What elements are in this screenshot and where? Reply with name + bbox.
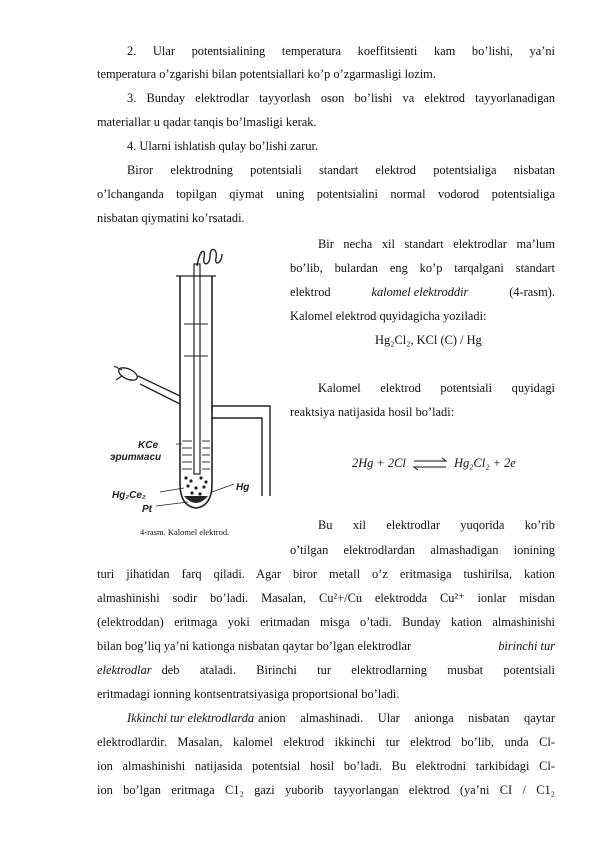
italic-term: elektrodlar [97, 663, 152, 677]
text-fragment: deb ataladi. Birinchi tur elektrodlarning musbat potentsiali [161, 663, 555, 677]
calomel-electrode-figure [100, 236, 278, 536]
label-hg2cl2: Hg₂Ce₂ [112, 490, 146, 501]
figure-caption: 4-rasm. Kalomel elektrod. [140, 527, 230, 537]
label-kcl: KCe [138, 440, 159, 451]
text-line: Biror elektrodning potentsiali standart elektrod potentsialiga nisbatan [127, 163, 555, 177]
text-line: eritmadagi ionning kontsentratsiyasiga proportsional bo’ladi. [97, 687, 400, 701]
text-line: Kalomel elektrod potentsiali quyidagi [318, 381, 555, 395]
formula: Hg₂Cl₂, KCl (C) / Hg [375, 333, 482, 347]
wire-coil [197, 249, 222, 266]
equation-left: 2Hg + 2Cl [352, 456, 406, 470]
text-line: Bir necha xil standart elektrodlar ma’lum [318, 237, 555, 251]
text-line: turi jihatidan farq qiladi. Agar biror metall o’z eritmasiga tushirilsa, kation [97, 567, 555, 581]
text-line: ion almashinishi natijasida potentsial hosil bo’ladi. Bu elektrodni tarkibidagi Cl- [97, 759, 555, 773]
text-line: Kalomel elektrod quyidagicha yoziladi: [290, 309, 487, 323]
text-line: bo’lib, bulardan eng ko’p tarqalgani standart [290, 261, 555, 275]
text-fragment: (4-rasm). [509, 285, 555, 299]
text-line: 4. Ularni ishlatish qulay bo’lishi zarur. [127, 139, 318, 153]
text-fragment: elektrod [290, 285, 331, 299]
text-line: o’lchanganda topilgan qiymat uning potentsialini normal vodorod potentsialiga [97, 187, 555, 201]
italic-term: kalomel elektroddir [371, 285, 469, 299]
text-line: elektrodlardir. Masalan, kalomel elektrod ikkinchi tur elektrod bo’lib, unda Cl- [97, 735, 555, 749]
equilibrium-arrow-icon [412, 457, 448, 471]
side-arm [138, 376, 180, 404]
label-pt: Pt [142, 504, 152, 515]
label-hg: Hg [236, 482, 250, 493]
text-fragment: anion almashinadi. Ular anionga nisbatan qaytar [258, 711, 555, 725]
text-line: (elektroddan) eritmaga yoki eritmadan misga o’tadi. Bunday kation almashinishi [97, 615, 555, 629]
text-line: almashinishi sodir bo’ladi. Masalan, Cu²+/Cu elektrodda Cu²⁺ ionlar misdan [97, 591, 555, 605]
stopcock [117, 365, 139, 383]
inner-tube [194, 264, 200, 474]
label-eritmasi: эритмаси [110, 452, 162, 463]
kcl-solution [182, 441, 210, 469]
outer-tube [180, 276, 212, 508]
text-line: temperatura o’zgarishi bilan potentsiallari ko’p o’zgarmasligi lozim. [97, 67, 436, 81]
italic-term: Ikkinchi tur elektrodlarda [127, 711, 255, 725]
equation [352, 456, 516, 471]
text-line: reaktsiya natijasida hosil bo’ladi: [290, 405, 455, 419]
calomel-paste [184, 476, 207, 495]
text-line: nisbatan qiymatini ko’rsatadi. [97, 211, 245, 225]
text-line: materiallar u qadar tanqis bo’lmasligi kerak. [97, 115, 317, 129]
equation-right: Hg₂Cl₂ + 2e [454, 456, 516, 470]
text-fragment: bilan bog’liq ya’ni kationga nisbatan qaytar bo’lgan elektrodlar [97, 639, 412, 653]
text-line: o’tilgan elektrodlardan almashadigan ionining [290, 543, 555, 557]
text-line: Bu xil elektrodlar yuqorida ko’rib [318, 518, 555, 532]
italic-term: birinchi tur [498, 639, 555, 653]
text-line: 3. Bunday elektrodlar tayyorlash oson bo’lishi va elektrod tayyorlanadigan [127, 91, 555, 105]
text-line [97, 639, 555, 654]
text-line: ion bo’lgan eritmaga C1₂ gazi yuborib tayyorlangan elektrod (ya’ni CI / C1₂ [97, 783, 555, 797]
text-line [97, 663, 555, 678]
text-line: 2. Ular potentsialining temperatura koeffitsienti kam bo’lishi, ya’ni [127, 44, 555, 58]
text-line [290, 285, 555, 300]
text-line [127, 711, 555, 726]
